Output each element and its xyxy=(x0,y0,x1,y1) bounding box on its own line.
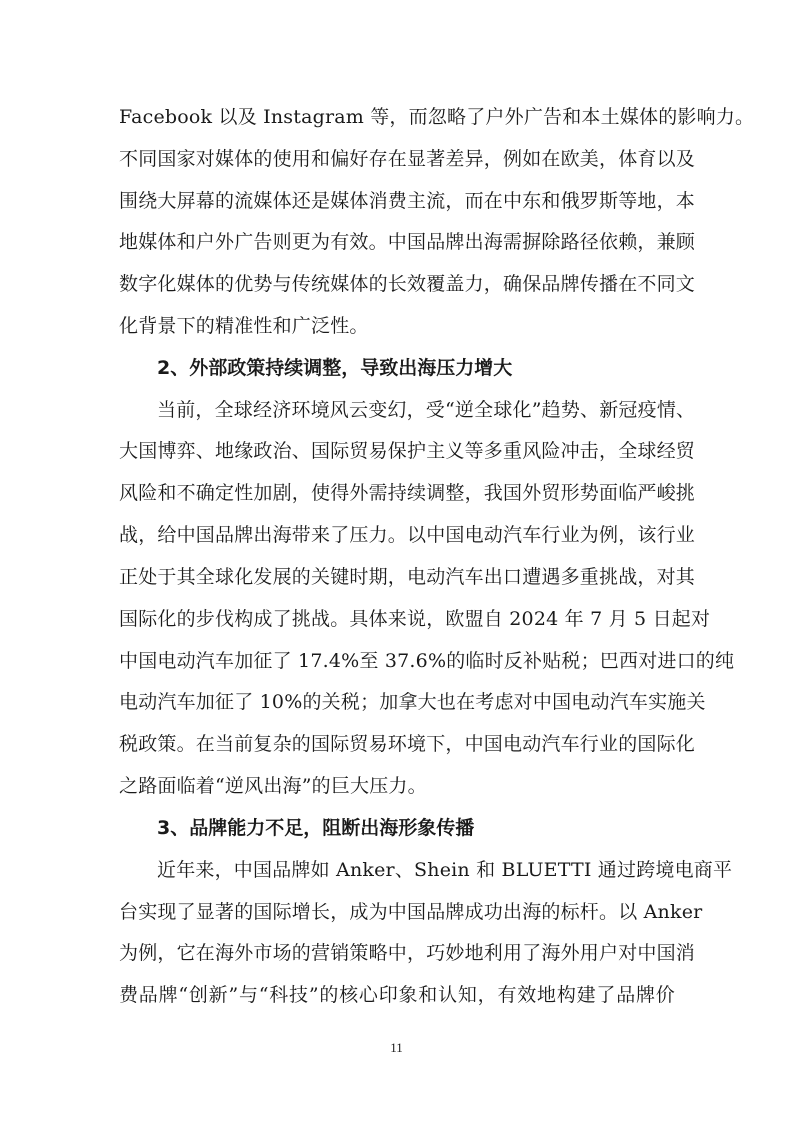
body-text-line: 围绕大屏幕的流媒体还是媒体消费主流，而在中东和俄罗斯等地，本 xyxy=(119,190,696,212)
section-heading-3: 3、品牌能力不足，阻断出海形象传播 xyxy=(157,817,475,839)
body-text-line: 台实现了显著的国际增长，成为中国品牌成功出海的标杆。以 Anker xyxy=(119,901,703,923)
body-text-line: 化背景下的精准性和广泛性。 xyxy=(119,315,369,337)
body-text-line: 不同国家对媒体的使用和偏好存在显著差异，例如在欧美，体育以及 xyxy=(119,148,696,170)
body-text-line: Facebook 以及 Instagram 等，而忽略了户外广告和本土媒体的影响力。 xyxy=(119,106,755,128)
body-text-line: 税政策。在当前复杂的国际贸易环境下，中国电动汽车行业的国际化 xyxy=(119,733,696,755)
body-text-line: 地媒体和户外广告则更为有效。中国品牌出海需摒除路径依赖，兼顾 xyxy=(119,231,696,253)
body-text-line: 战，给中国品牌出海带来了压力。以中国电动汽车行业为例，该行业 xyxy=(119,524,696,546)
body-text-line: 为例，它在海外市场的营销策略中，巧妙地利用了海外用户对中国消 xyxy=(119,942,696,964)
body-text-line: 大国博弈、地缘政治、国际贸易保护主义等多重风险冲击，全球经贸 xyxy=(119,440,696,462)
section-heading-2: 2、外部政策持续调整，导致出海压力增大 xyxy=(157,357,513,379)
page-number: 11 xyxy=(390,1040,403,1055)
body-text-line: 正处于其全球化发展的关键时期，电动汽车出口遭遇多重挑战，对其 xyxy=(119,566,696,588)
body-text-line: 费品牌“创新”与“科技”的核心印象和认知，有效地构建了品牌价 xyxy=(119,984,675,1006)
body-text-line: 电动汽车加征了 10%的关税；加拿大也在考虑对中国电动汽车实施关 xyxy=(119,691,706,713)
body-text-line: 之路面临着“逆风出海”的巨大压力。 xyxy=(119,775,427,797)
body-text-line: 风险和不确定性加剧，使得外需持续调整，我国外贸形势面临严峻挑 xyxy=(119,482,696,504)
body-text-line: 数字化媒体的优势与传统媒体的长效覆盖力，确保品牌传播在不同文 xyxy=(119,273,696,295)
body-text-line: 当前，全球经济环境风云变幻，受“逆全球化”趋势、新冠疫情、 xyxy=(157,399,696,421)
body-text-line: 国际化的步伐构成了挑战。具体来说，欧盟自 2024 年 7 月 5 日起对 xyxy=(119,608,711,630)
body-text-line: 近年来，中国品牌如 Anker、Shein 和 BLUETTI 通过跨境电商平 xyxy=(157,859,733,881)
body-text-line: 中国电动汽车加征了 17.4%至 37.6%的临时反补贴税；巴西对进口的纯 xyxy=(119,650,735,672)
